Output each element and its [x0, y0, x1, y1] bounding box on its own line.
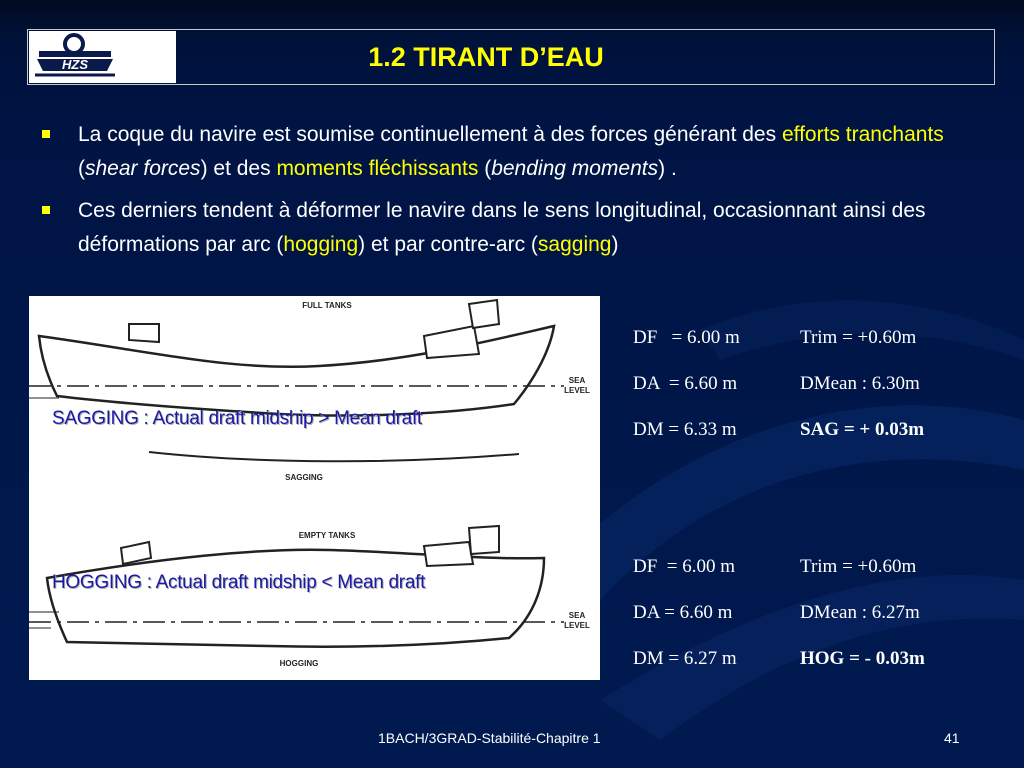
hogging-funnel — [469, 526, 499, 554]
sag-dmean: DMean : 6.30m — [800, 373, 920, 394]
empty-tanks-label: EMPTY TANKS — [298, 531, 356, 540]
sag-da: DA = 6.60 m — [633, 373, 738, 394]
bullet-square-icon — [42, 206, 50, 214]
hog-result: HOG = - 0.03m — [800, 648, 925, 669]
sagging-keel-curve — [149, 452, 519, 461]
logo-text: HZS — [62, 57, 88, 72]
anchor-logo-icon — [29, 31, 176, 83]
level-label-bottom: LEVEL — [564, 621, 590, 630]
footer-page-number: 41 — [944, 730, 960, 746]
sag-trim: Trim = +0.60m — [800, 327, 917, 348]
sag-dm: DM = 6.33 m — [633, 419, 737, 440]
ship-diagram — [29, 296, 600, 680]
bullet-list — [40, 118, 1000, 270]
bullet-item-forces: La coque du navire est soumise continuellement à des forces générant des efforts tranchants (shear forces) et des moments fléchissants (bending moments) . — [40, 118, 1000, 186]
hog-trim: Trim = +0.60m — [800, 556, 917, 577]
sea-label-bottom: SEA — [568, 611, 586, 620]
sagging-caption: SAGGING : Actual draft midship > Mean draft — [52, 408, 422, 429]
hog-da: DA = 6.60 m — [633, 602, 733, 623]
level-label-top: LEVEL — [564, 386, 590, 395]
slide-title: 1.2 TIRANT D’EAU — [368, 42, 604, 72]
hull-deformation-figure — [29, 296, 600, 680]
bullet-item-deformations: Ces derniers tendent à déformer le navire dans le sens longitudinal, occasionnant ainsi des déformations par arc (hogging) et par contre-arc (sagging) — [40, 194, 1000, 262]
hogging-label: HOGGING — [279, 659, 319, 668]
hog-dm: DM = 6.27 m — [633, 648, 737, 669]
sagging-deckhouse-fwd — [129, 324, 159, 342]
hog-dmean: DMean : 6.27m — [800, 602, 920, 623]
hzs-logo — [29, 31, 176, 83]
sag-df: DF = 6.00 m — [633, 327, 740, 348]
sagging-superstructure — [424, 326, 479, 358]
footer-course: 1BACH/3GRAD-Stabilité-Chapitre 1 — [378, 730, 601, 746]
bullet-square-icon — [42, 130, 50, 138]
hogging-deckhouse-fwd — [121, 542, 151, 564]
full-tanks-label: FULL TANKS — [302, 301, 352, 310]
sagging-funnel — [469, 300, 499, 328]
sea-label-top: SEA — [568, 376, 586, 385]
hogging-caption: HOGGING : Actual draft midship < Mean draft — [52, 572, 426, 593]
sag-result: SAG = + 0.03m — [800, 419, 925, 440]
hogging-superstructure — [424, 542, 473, 566]
sagging-label: SAGGING — [285, 473, 323, 482]
hog-df: DF = 6.00 m — [633, 556, 736, 577]
